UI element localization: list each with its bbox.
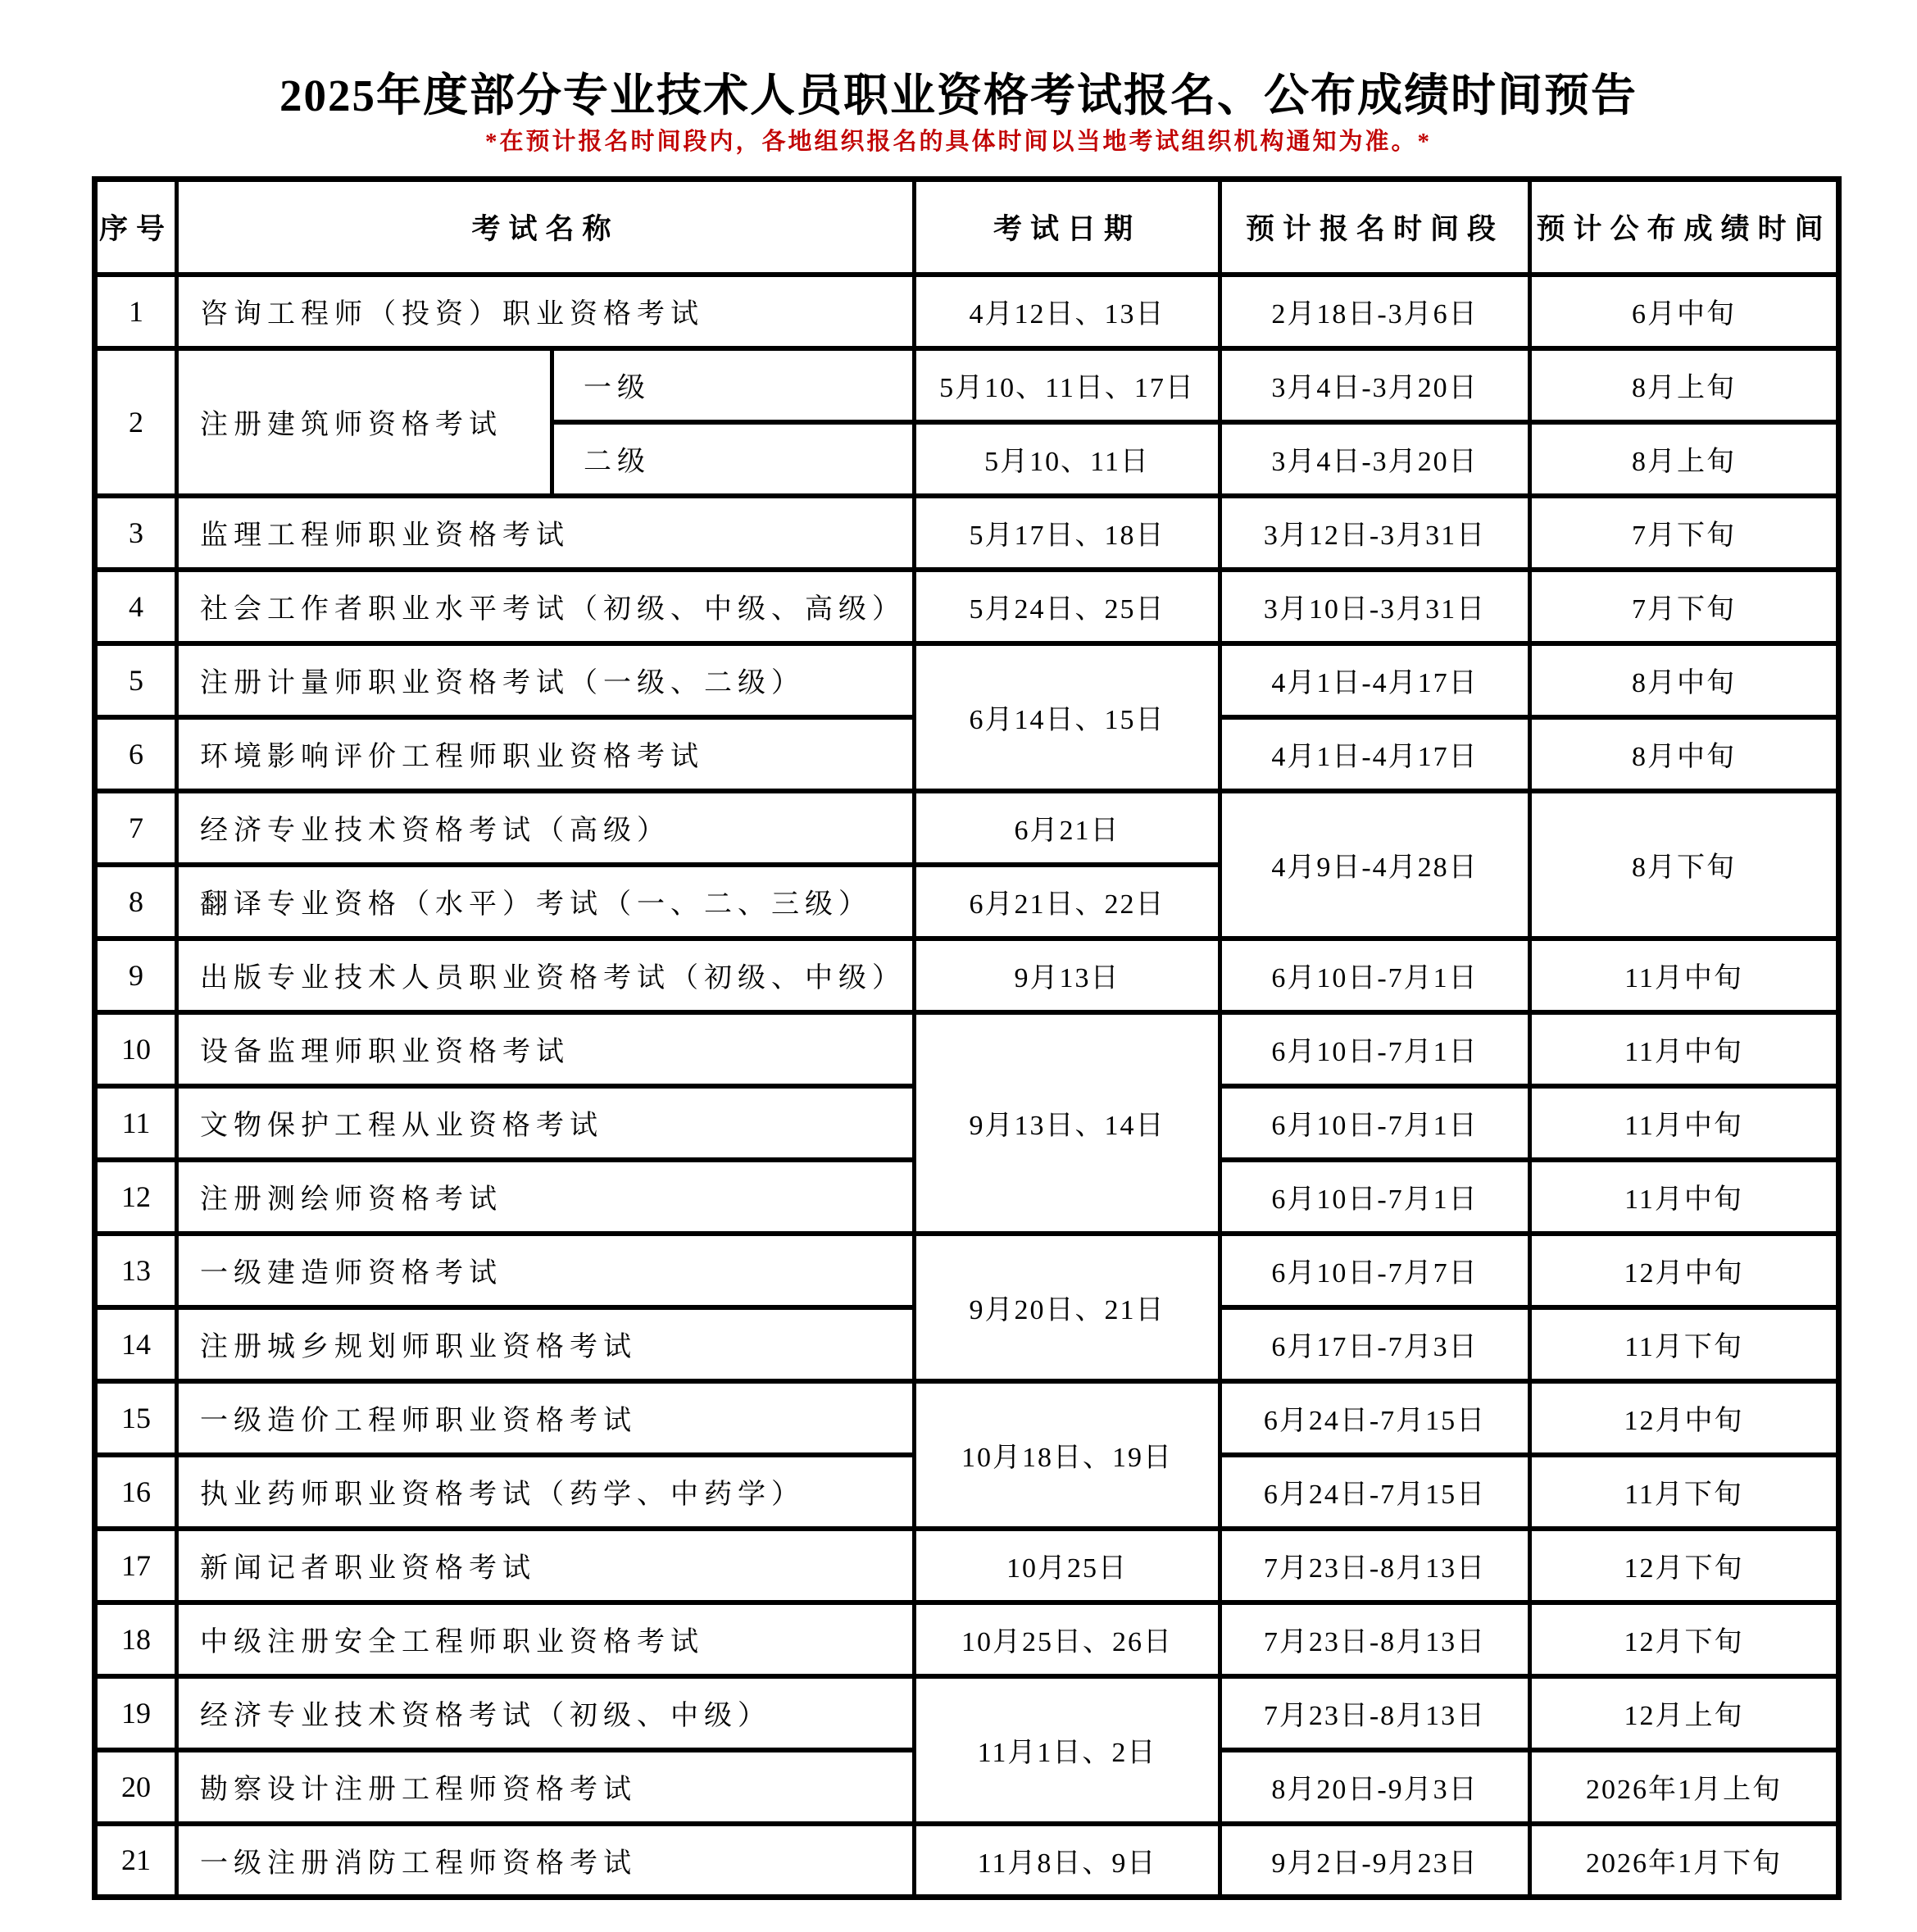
row-number-cell: 2 [95, 348, 177, 496]
exam-name-cell: 文物保护工程从业资格考试 [177, 1086, 915, 1160]
registration-period-cell: 4月9日-4月28日 [1220, 791, 1530, 939]
score-release-cell: 11月下旬 [1530, 1307, 1839, 1381]
table-row [95, 791, 1839, 865]
exam-date-cell: 4月12日、13日 [915, 275, 1220, 348]
score-release-cell: 11月中旬 [1530, 1086, 1839, 1160]
registration-period-cell: 3月4日-3月20日 [1220, 348, 1530, 422]
exam-level-cell: 一级 [552, 348, 915, 422]
score-release-cell: 7月下旬 [1530, 496, 1839, 570]
row-number-cell: 6 [95, 717, 177, 791]
exam-name-cell: 设备监理师职业资格考试 [177, 1012, 915, 1086]
score-release-cell: 8月上旬 [1530, 422, 1839, 496]
score-release-cell: 7月下旬 [1530, 570, 1839, 643]
table-row [95, 1676, 1839, 1750]
registration-period-cell: 9月2日-9月23日 [1220, 1824, 1530, 1898]
exam-date-cell: 10月18日、19日 [915, 1381, 1220, 1529]
row-number-cell: 11 [95, 1086, 177, 1160]
exam-name-cell: 出版专业技术人员职业资格考试（初级、中级） [177, 939, 915, 1012]
exam-name-cell: 注册测绘师资格考试 [177, 1160, 915, 1234]
table-row [95, 570, 1839, 643]
score-release-cell: 11月中旬 [1530, 1160, 1839, 1234]
exam-name-cell: 环境影响评价工程师职业资格考试 [177, 717, 915, 791]
exam-date-cell: 10月25日 [915, 1529, 1220, 1602]
exam-name-cell: 注册计量师职业资格考试（一级、二级） [177, 643, 915, 717]
exam-date-cell: 9月20日、21日 [915, 1234, 1220, 1381]
row-number-cell: 16 [95, 1455, 177, 1529]
row-number-cell: 1 [95, 275, 177, 348]
table-row [95, 496, 1839, 570]
table-row [95, 1602, 1839, 1676]
exam-date-cell: 5月17日、18日 [915, 496, 1220, 570]
score-release-cell: 6月中旬 [1530, 275, 1839, 348]
table-row [95, 643, 1839, 717]
exam-date-cell: 6月21日、22日 [915, 865, 1220, 939]
exam-name-cell: 新闻记者职业资格考试 [177, 1529, 915, 1602]
registration-period-cell: 6月24日-7月15日 [1220, 1455, 1530, 1529]
score-release-cell: 11月中旬 [1530, 1012, 1839, 1086]
score-release-cell: 11月下旬 [1530, 1455, 1839, 1529]
exam-name-cell: 执业药师职业资格考试（药学、中药学） [177, 1455, 915, 1529]
exam-date-cell: 5月24日、25日 [915, 570, 1220, 643]
registration-period-cell: 6月10日-7月7日 [1220, 1234, 1530, 1307]
row-number-cell: 13 [95, 1234, 177, 1307]
score-release-cell: 8月上旬 [1530, 348, 1839, 422]
table-header-row [95, 180, 1839, 275]
registration-period-cell: 6月10日-7月1日 [1220, 1086, 1530, 1160]
registration-period-cell: 2月18日-3月6日 [1220, 275, 1530, 348]
table-row [95, 275, 1839, 348]
registration-period-cell: 3月12日-3月31日 [1220, 496, 1530, 570]
score-release-cell: 8月中旬 [1530, 717, 1839, 791]
row-number-cell: 15 [95, 1381, 177, 1455]
exam-date-cell: 6月21日 [915, 791, 1220, 865]
row-number-cell: 20 [95, 1750, 177, 1824]
row-number-cell: 21 [95, 1824, 177, 1898]
table-row [95, 1824, 1839, 1898]
exam-date-cell: 9月13日 [915, 939, 1220, 1012]
exam-date-cell: 10月25日、26日 [915, 1602, 1220, 1676]
exam-name-cell: 中级注册安全工程师职业资格考试 [177, 1602, 915, 1676]
disclaimer-note: *在预计报名时间段内，各地组织报名的具体时间以当地考试组织机构通知为准。* [484, 129, 1432, 155]
registration-period-cell: 7月23日-8月13日 [1220, 1529, 1530, 1602]
col-header-index: 序号 [95, 180, 177, 275]
score-release-cell: 2026年1月上旬 [1530, 1750, 1839, 1824]
exam-date-cell: 11月1日、2日 [915, 1676, 1220, 1824]
score-release-cell: 2026年1月下旬 [1530, 1824, 1839, 1898]
score-release-cell: 8月下旬 [1530, 791, 1839, 939]
exam-date-cell: 9月13日、14日 [915, 1012, 1220, 1234]
exam-name-cell: 注册建筑师资格考试 [177, 348, 552, 496]
table-row [95, 1012, 1839, 1086]
row-number-cell: 8 [95, 865, 177, 939]
table-body [95, 275, 1839, 1898]
row-number-cell: 5 [95, 643, 177, 717]
registration-period-cell: 6月17日-7月3日 [1220, 1307, 1530, 1381]
table-row [95, 939, 1839, 1012]
exam-name-cell: 一级建造师资格考试 [177, 1234, 915, 1307]
exam-date-cell: 6月14日、15日 [915, 643, 1220, 791]
registration-period-cell: 4月1日-4月17日 [1220, 643, 1530, 717]
registration-period-cell: 7月23日-8月13日 [1220, 1602, 1530, 1676]
exam-date-cell: 5月10、11日、17日 [915, 348, 1220, 422]
registration-period-cell: 3月10日-3月31日 [1220, 570, 1530, 643]
exam-name-cell: 注册城乡规划师职业资格考试 [177, 1307, 915, 1381]
row-number-cell: 17 [95, 1529, 177, 1602]
col-header-exam-name: 考试名称 [177, 180, 915, 275]
row-number-cell: 12 [95, 1160, 177, 1234]
registration-period-cell: 6月10日-7月1日 [1220, 939, 1530, 1012]
table-row [95, 1529, 1839, 1602]
exam-date-cell: 11月8日、9日 [915, 1824, 1220, 1898]
row-number-cell: 4 [95, 570, 177, 643]
row-number-cell: 10 [95, 1012, 177, 1086]
exam-schedule-table [92, 176, 1842, 1900]
score-release-cell: 12月中旬 [1530, 1234, 1839, 1307]
table-row [95, 1234, 1839, 1307]
page-title: 2025年度部分专业技术人员职业资格考试报名、公布成绩时间预告 [279, 70, 1638, 120]
registration-period-cell: 3月4日-3月20日 [1220, 422, 1530, 496]
table-row [95, 348, 1839, 422]
exam-name-cell: 一级造价工程师职业资格考试 [177, 1381, 915, 1455]
col-header-exam-date: 考试日期 [915, 180, 1220, 275]
row-number-cell: 7 [95, 791, 177, 865]
registration-period-cell: 8月20日-9月3日 [1220, 1750, 1530, 1824]
row-number-cell: 18 [95, 1602, 177, 1676]
registration-period-cell: 6月10日-7月1日 [1220, 1012, 1530, 1086]
registration-period-cell: 7月23日-8月13日 [1220, 1676, 1530, 1750]
score-release-cell: 8月中旬 [1530, 643, 1839, 717]
exam-name-cell: 经济专业技术资格考试（高级） [177, 791, 915, 865]
exam-name-cell: 经济专业技术资格考试（初级、中级） [177, 1676, 915, 1750]
exam-name-cell: 勘察设计注册工程师资格考试 [177, 1750, 915, 1824]
exam-date-cell: 5月10、11日 [915, 422, 1220, 496]
col-header-score-release: 预计公布成绩时间 [1530, 180, 1839, 275]
exam-name-cell: 一级注册消防工程师资格考试 [177, 1824, 915, 1898]
registration-period-cell: 6月10日-7月1日 [1220, 1160, 1530, 1234]
row-number-cell: 9 [95, 939, 177, 1012]
registration-period-cell: 4月1日-4月17日 [1220, 717, 1530, 791]
score-release-cell: 12月下旬 [1530, 1529, 1839, 1602]
exam-name-cell: 社会工作者职业水平考试（初级、中级、高级） [177, 570, 915, 643]
exam-name-cell: 监理工程师职业资格考试 [177, 496, 915, 570]
exam-name-cell: 翻译专业资格（水平）考试（一、二、三级） [177, 865, 915, 939]
score-release-cell: 12月下旬 [1530, 1602, 1839, 1676]
row-number-cell: 14 [95, 1307, 177, 1381]
exam-level-cell: 二级 [552, 422, 915, 496]
registration-period-cell: 6月24日-7月15日 [1220, 1381, 1530, 1455]
score-release-cell: 11月中旬 [1530, 939, 1839, 1012]
score-release-cell: 12月中旬 [1530, 1381, 1839, 1455]
row-number-cell: 3 [95, 496, 177, 570]
score-release-cell: 12月上旬 [1530, 1676, 1839, 1750]
exam-name-cell: 咨询工程师（投资）职业资格考试 [177, 275, 915, 348]
table-row [95, 1381, 1839, 1455]
col-header-registration-period: 预计报名时间段 [1220, 180, 1530, 275]
row-number-cell: 19 [95, 1676, 177, 1750]
